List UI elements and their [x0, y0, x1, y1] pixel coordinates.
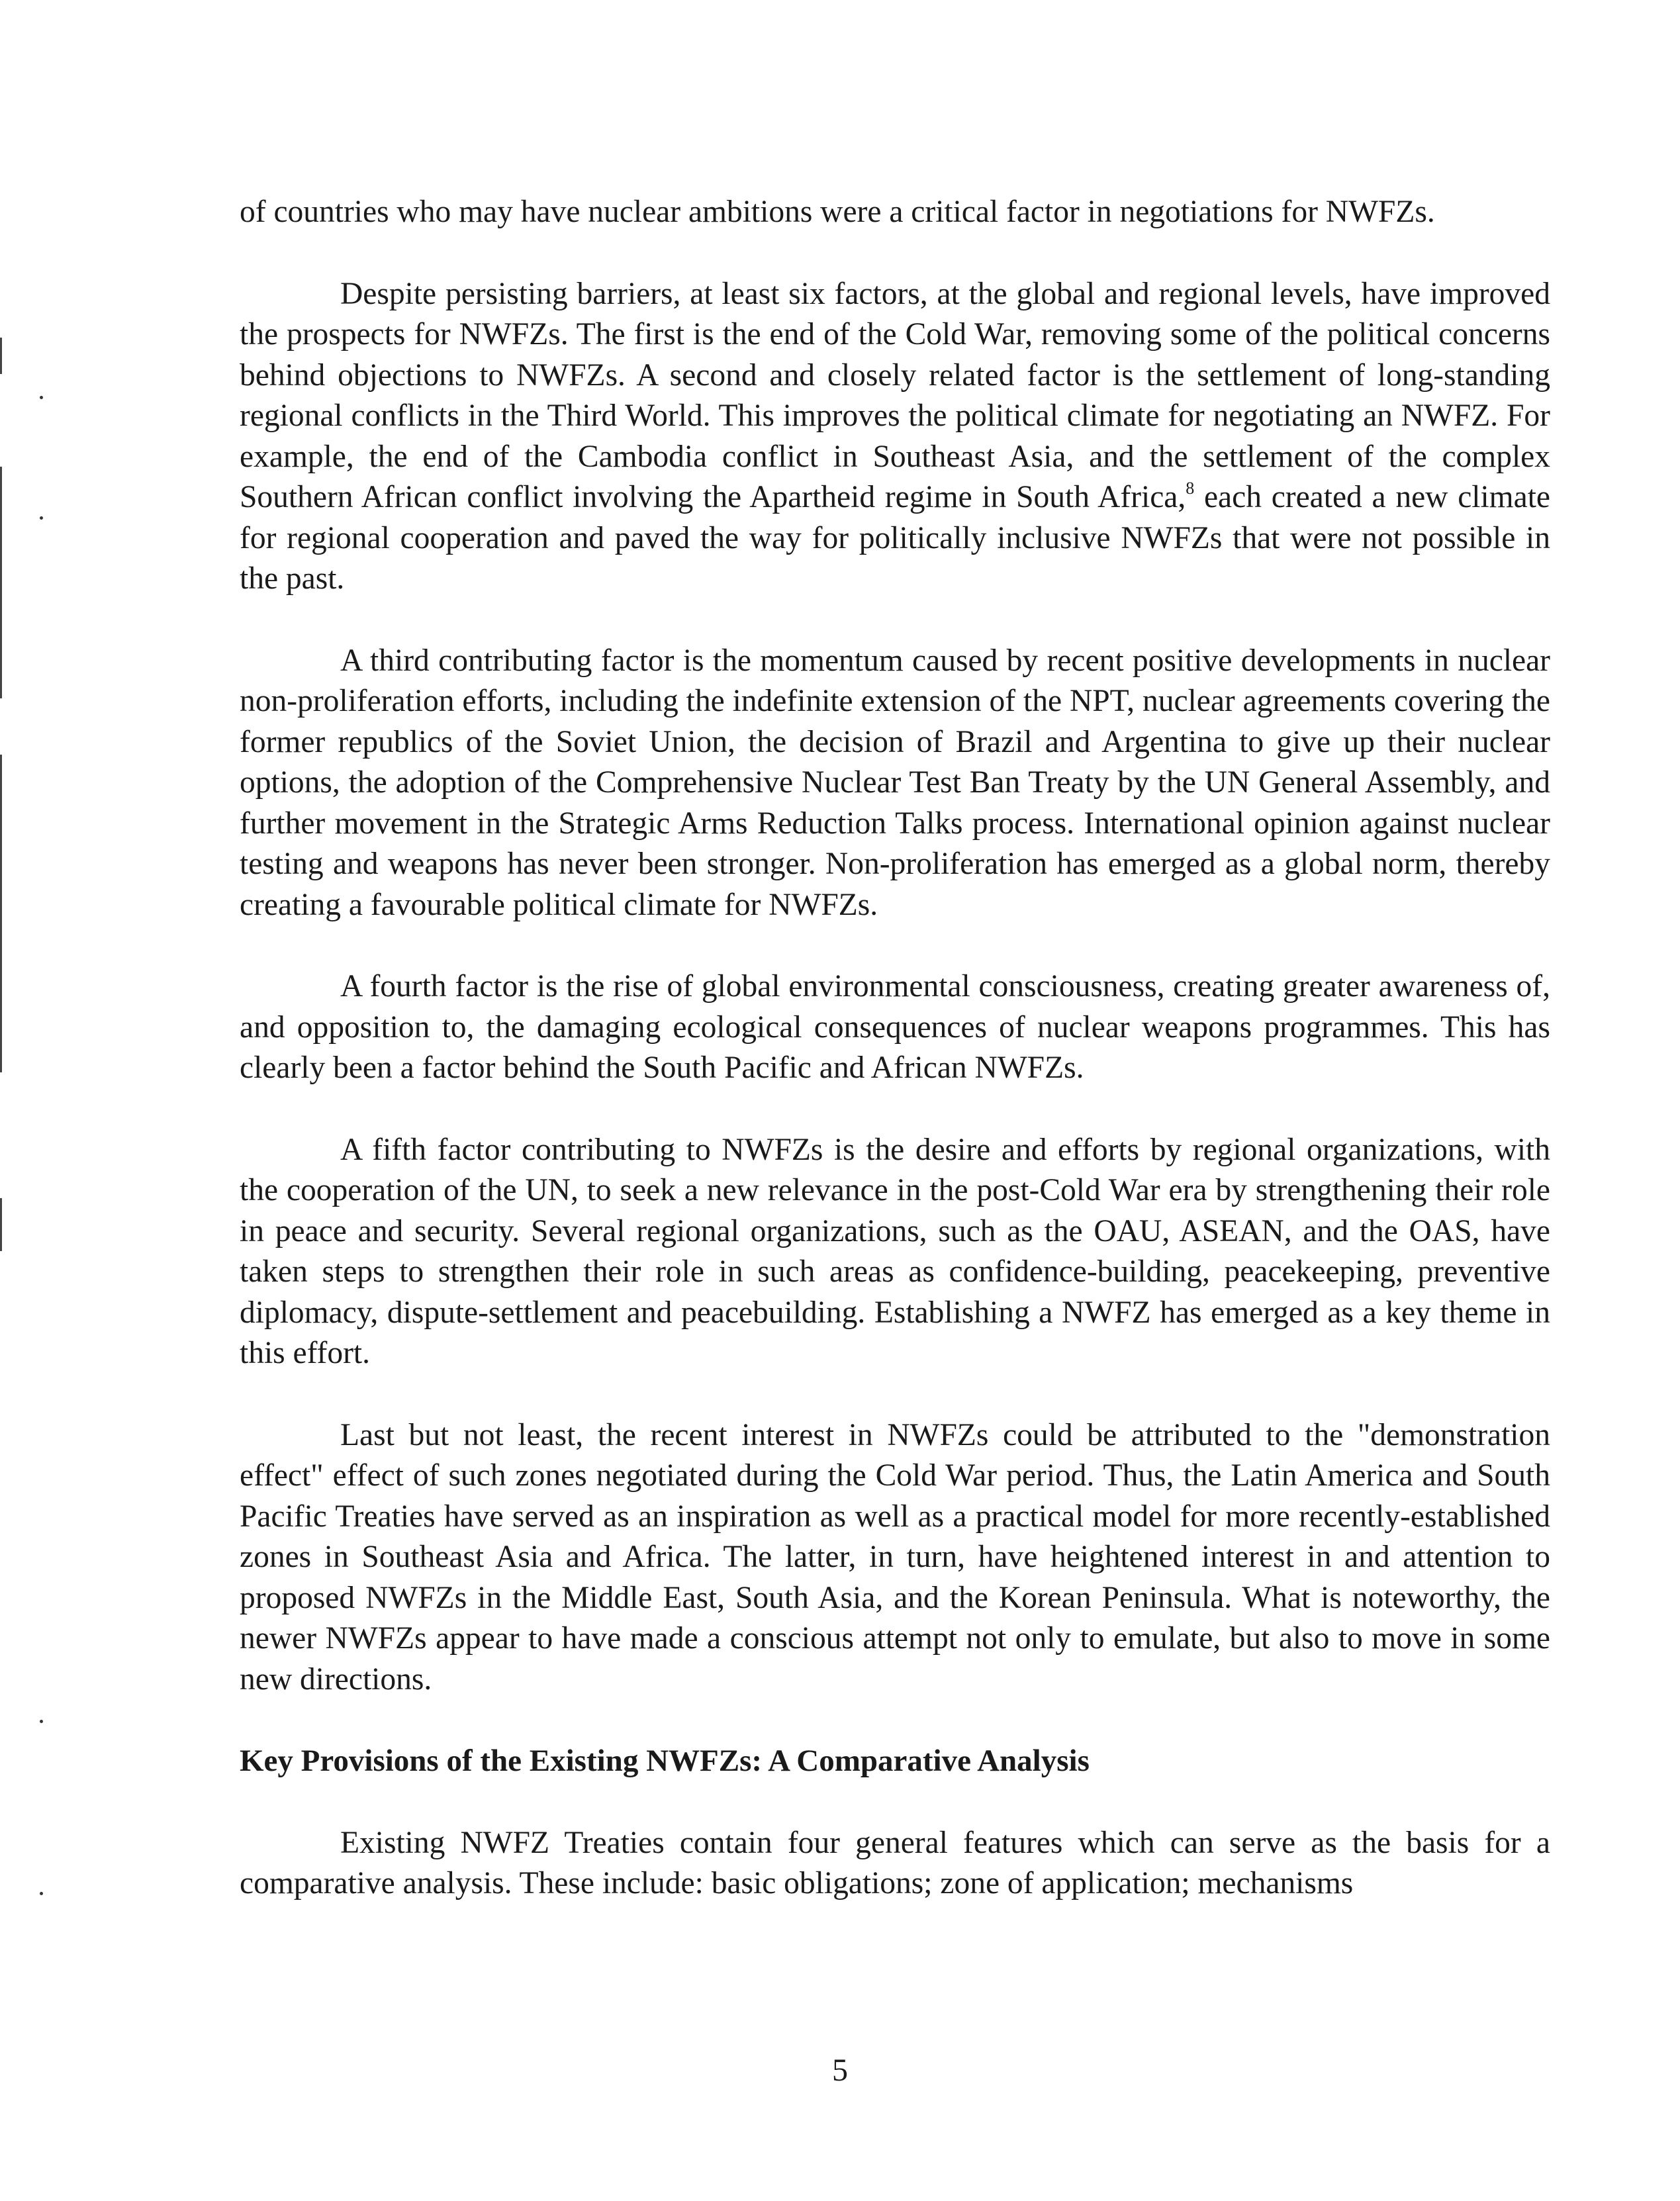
scan-speck [40, 516, 43, 520]
page-number: 5 [832, 2053, 848, 2088]
scan-margin-line [0, 1198, 2, 1251]
paragraph-5: A fifth factor contributing to NWFZs is the desire and efforts by regional organizations, with the cooperation of the UN, to seek a new relevance in the post-Cold War era by strengthening their role in peace and security. Several regional organizations, such as the OAU, ASEAN, and the OAS, have taken steps to strengthen their role in such areas as confidence-building, peacekeeping, preventive diplomacy, dispute-settlement and peacebuilding. Establishing a NWFZ has emerged as a key theme in this effort. [240, 1132, 1550, 1370]
scan-speck [40, 1892, 43, 1895]
section-heading: Key Provisions of the Existing NWFZs: A Comparative Analysis [240, 1744, 1090, 1778]
scan-margin-line [0, 755, 2, 1072]
paragraph-6: Last but not least, the recent interest in NWFZs could be attributed to the "demonstration effect" effect of such zones negotiated during the Cold War period. Thus, the Latin America and South Pacific Treaties have served as an inspiration as well as a practical model for more recently-established zones in Southeast Asia and Africa. The latter, in turn, have heightened interest in and attention to proposed NWFZs in the Middle East, South Asia, and the Korean Peninsula. What is noteworthy, the newer NWFZs appear to have made a conscious attempt not only to emulate, but also to move in some new directions. [240, 1417, 1550, 1697]
paragraph-2-text-b: each created a new climate for regional cooperation and paved the way for politically inclusive NWFZs that were not possible in the past. [240, 480, 1550, 596]
scan-margin-line [0, 467, 2, 698]
paragraph-2-text-a: Despite persisting barriers, at least six factors, at the global and regional levels, have improved the prospects for NWFZs. The first is the end of the Cold War, removing some of the political concerns behind objections to NWFZs. A second and closely related factor is the settlement of long-standing regional conflicts in the Third World. This improves the political climate for negotiating an NWFZ. For example, the end of the Cambodia conflict in Southeast Asia, and the settlement of the complex Southern African conflict involving the Apartheid regime in South Africa, [240, 276, 1550, 514]
body-text [240, 192, 1550, 1904]
paragraph-1: of countries who may have nuclear ambitions were a critical factor in negotiations for NWFZs. [240, 195, 1435, 229]
paragraph-3: A third contributing factor is the momentum caused by recent positive developments in nuclear non-proliferation efforts, including the indefinite extension of the NPT, nuclear agreements covering the former republics of the Soviet Union, the decision of Brazil and Argentina to give up their nuclear options, the adoption of the Comprehensive Nuclear Test Ban Treaty by the UN General Assembly, and further movement in the Strategic Arms Reduction Talks process. International opinion against nuclear testing and weapons has never been stronger. Non-proliferation has emerged as a global norm, thereby creating a favourable political climate for NWFZs. [240, 643, 1550, 922]
paragraph-4: A fourth factor is the rise of global environmental consciousness, creating greater awareness of, and opposition to, the damaging ecological consequences of nuclear weapons programmes. This has clearly been a factor behind the South Pacific and African NWFZs. [240, 969, 1550, 1085]
scan-speck [40, 1720, 43, 1723]
footnote-marker: 8 [1186, 479, 1195, 498]
paragraph-2 [240, 274, 1550, 600]
closing-paragraph: Existing NWFZ Treaties contain four general features which can serve as the basis for a comparative analysis. These include: basic obligations; zone of application; mechanisms [240, 1825, 1550, 1900]
scan-margin-line [0, 338, 2, 374]
scan-speck [40, 396, 43, 399]
